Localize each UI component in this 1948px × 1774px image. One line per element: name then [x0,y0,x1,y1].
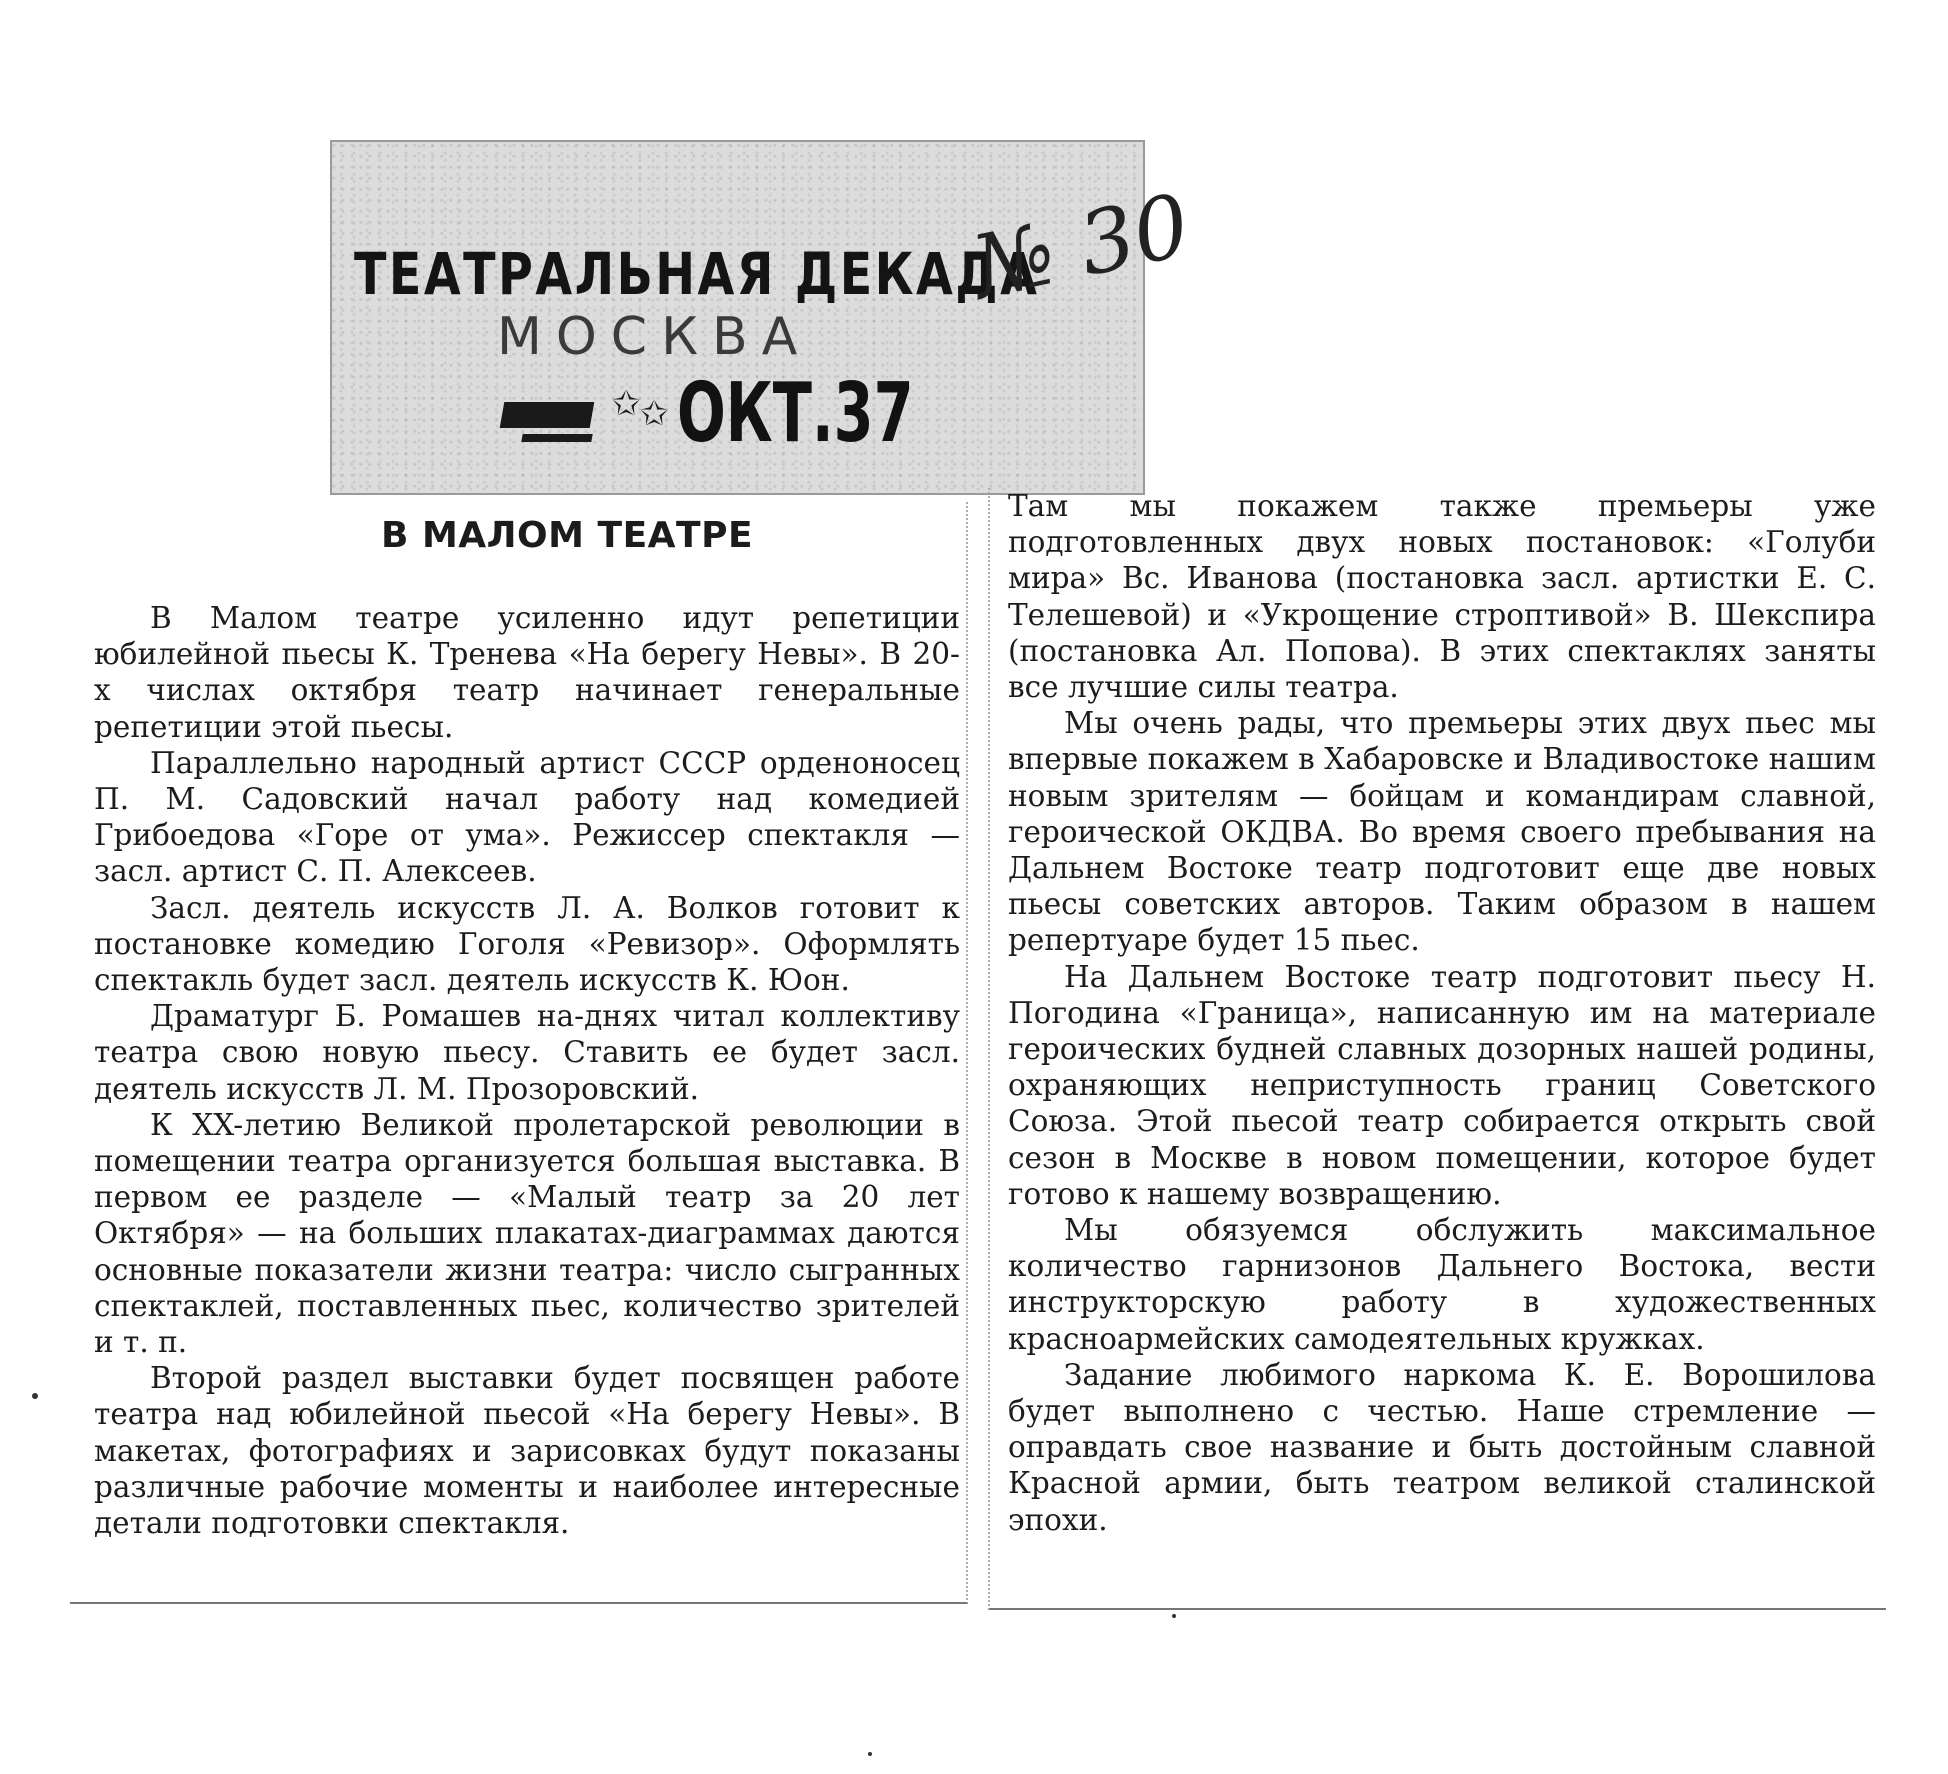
star-icon: ✩ [612,384,641,424]
article-paragraph: В Малом театре усиленно идут репетиции юбилейной пьесы К. Тренева «На берегу Невы». В 20-х числах октября театр начинает генеральные репетиции этой пьесы. [94,601,960,744]
print-speck [32,1393,38,1399]
stamp-city: МОСКВА [497,307,812,367]
article-paragraph: Там мы покажем также премьеры уже подготовленных двух новых постановок: «Голуби мира» Вс. Иванова (постановка засл. артистки Е. С. Телешевой) и «Укрощение строптивой» В. Шекспира (постановка Ал. Попова). В этих спектаклях заняты все лучшие силы театра. [1008,489,1876,705]
stamp-dash-mark [521,434,592,442]
article-paragraph: К XX-летию Великой пролетарской революции в помещении театра организуется большая выставка. В первом ее разделе — «Малый театр за 20 лет Октября» — на больших плакатах-диаграммах даются основные показатели жизни театра: число сыгранных спектаклей, поставленных пьес, количество зрителей и т. п. [94,1107,960,1360]
article-paragraph: Драматург Б. Ромашев на-днях читал коллективу театра свою новую пьесу. Ставить ее будет засл. деятель искусств Л. М. Прозоровский. [94,999,960,1106]
article-headline: В МАЛОМ ТЕАТРЕ [381,515,754,556]
article-left-column [70,502,968,1604]
article-paragraph: Мы очень рады, что премьеры этих двух пьес мы впервые покажем в Хабаровске и Владивостоке нашим новым зрителям — бойцам и командирам славной, героической ОКДВА. Во время своего пребывания на Дальнем Востоке театр подготовит еще две новых пьесы советских авторов. Таким образом в нашем репертуаре будет 15 пьес. [1008,706,1876,958]
print-speck [868,1752,872,1756]
stamp-date-row [502,366,914,462]
stamp-title: ТЕАТРАЛЬНАЯ ДЕКАДА [354,240,1040,308]
article-paragraph: На Дальнем Востоке театр подготовит пьесу Н. Погодина «Граница», написанную им на материале героических будней славных дозорных нашей родины, охраняющих неприступность границ Советского Союза. Этой пьесой театр собирается открыть свой сезон в Москве в новом помещении, которое будет готово к нашему возвращению. [1008,959,1876,1211]
article-paragraph: Засл. деятель искусств Л. А. Волков готовит к постановке комедию Гоголя «Ревизор». Оформлять спектакль будет засл. деятель искусств К. Юон. [94,890,960,998]
article-right-column [988,488,1886,1610]
stamp-dash-mark [500,402,595,428]
article-paragraph: Задание любимого наркома К. Е. Ворошилова будет выполнено с честью. Наше стремление — оправдать свое название и быть достойным славной Красной армии, быть театром великой сталинской эпохи. [1008,1357,1876,1537]
header-stamp [330,140,1199,495]
article-paragraph: Второй раздел выставки будет посвящен работе театра над юбилейной пьесой «На берегу Невы». В макетах, фотографиях и зарисовках будут показаны различные рабочие моменты и наиболее интересные детали подготовки спектакля. [94,1361,960,1541]
article-paragraph: Параллельно народный артист СССР орденоносец П. М. Садовский начал работу над комедией Грибоедова «Горе от ума». Режиссер спектакля — засл. артист С. П. Алексеев. [94,745,960,889]
print-speck [1172,1614,1176,1618]
stamp-date: ОКТ.37 [677,366,914,461]
handwritten-number: № 30 [963,175,1199,319]
article-paragraph: Мы обязуемся обслужить максимальное количество гарнизонов Дальнего Востока, вести инструкторскую работу в художественных красноармейских самодеятельных кружках. [1008,1213,1876,1356]
star-icon: ✩ [640,394,669,434]
